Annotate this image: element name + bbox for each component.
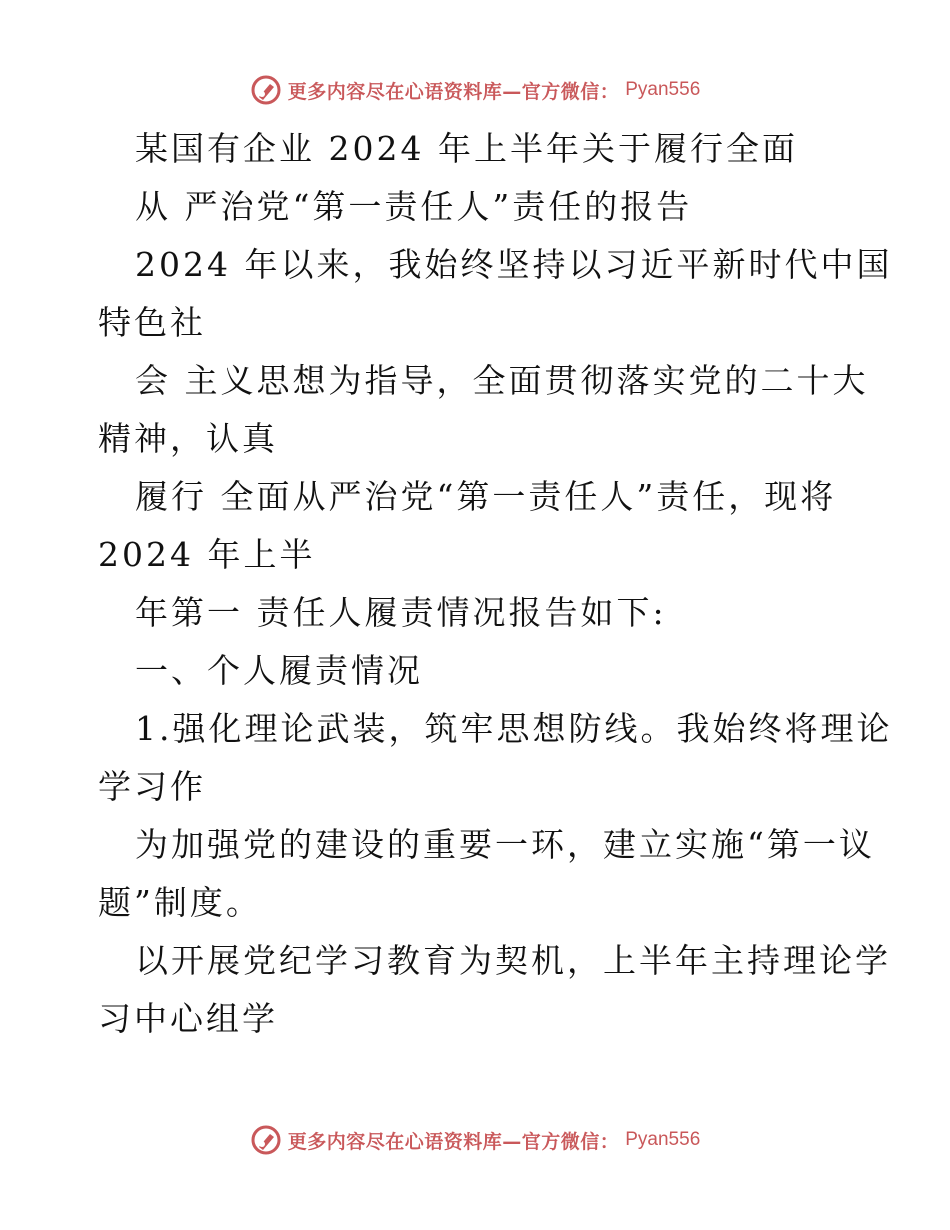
paragraph-line: 年第一 责任人履责情况报告如下:	[135, 593, 667, 632]
paragraph-line: 精神，认真	[98, 419, 278, 458]
header-watermark	[0, 70, 950, 110]
paragraph-line: 特色社	[98, 303, 206, 342]
pen-seal-icon	[250, 74, 282, 106]
paragraph-line: 以开展党纪学习教育为契机，上半年主持理论学	[135, 941, 891, 980]
watermark-contact: Pyan556	[625, 79, 701, 100]
paragraph-line: 2024 年以来，我始终坚持以习近平新时代中国	[135, 245, 893, 284]
paragraph-line: 习中心组学	[98, 999, 278, 1038]
paragraph-line: 题”制度。	[98, 883, 262, 922]
watermark-text: 更多内容尽在心语资料库—官方微信：	[287, 1130, 620, 1153]
document-title-line-1: 某国有企业 2024 年上半年关于履行全面	[135, 129, 798, 168]
document-title-line-2: 从 严治党“第一责任人”责任的报告	[135, 187, 693, 226]
pen-seal-icon	[250, 1124, 282, 1156]
footer-watermark	[0, 1120, 950, 1160]
paragraph-line: 会 主义思想为指导，全面贯彻落实党的二十大	[135, 361, 869, 400]
paragraph-line: 为加强党的建设的重要一环，建立实施“第一议	[135, 825, 875, 864]
section-heading: 一、个人履责情况	[135, 651, 423, 690]
watermark-text: 更多内容尽在心语资料库—官方微信：	[287, 80, 620, 103]
paragraph-line: 1.强化理论武装，筑牢思想防线。我始终将理论	[135, 709, 893, 748]
watermark-contact: Pyan556	[625, 1129, 701, 1150]
paragraph-line: 学习作	[98, 767, 206, 806]
paragraph-line: 2024 年上半	[98, 535, 316, 574]
paragraph-line: 履行 全面从严治党“第一责任人”责任，现将	[135, 477, 837, 516]
document-body	[98, 120, 893, 1048]
